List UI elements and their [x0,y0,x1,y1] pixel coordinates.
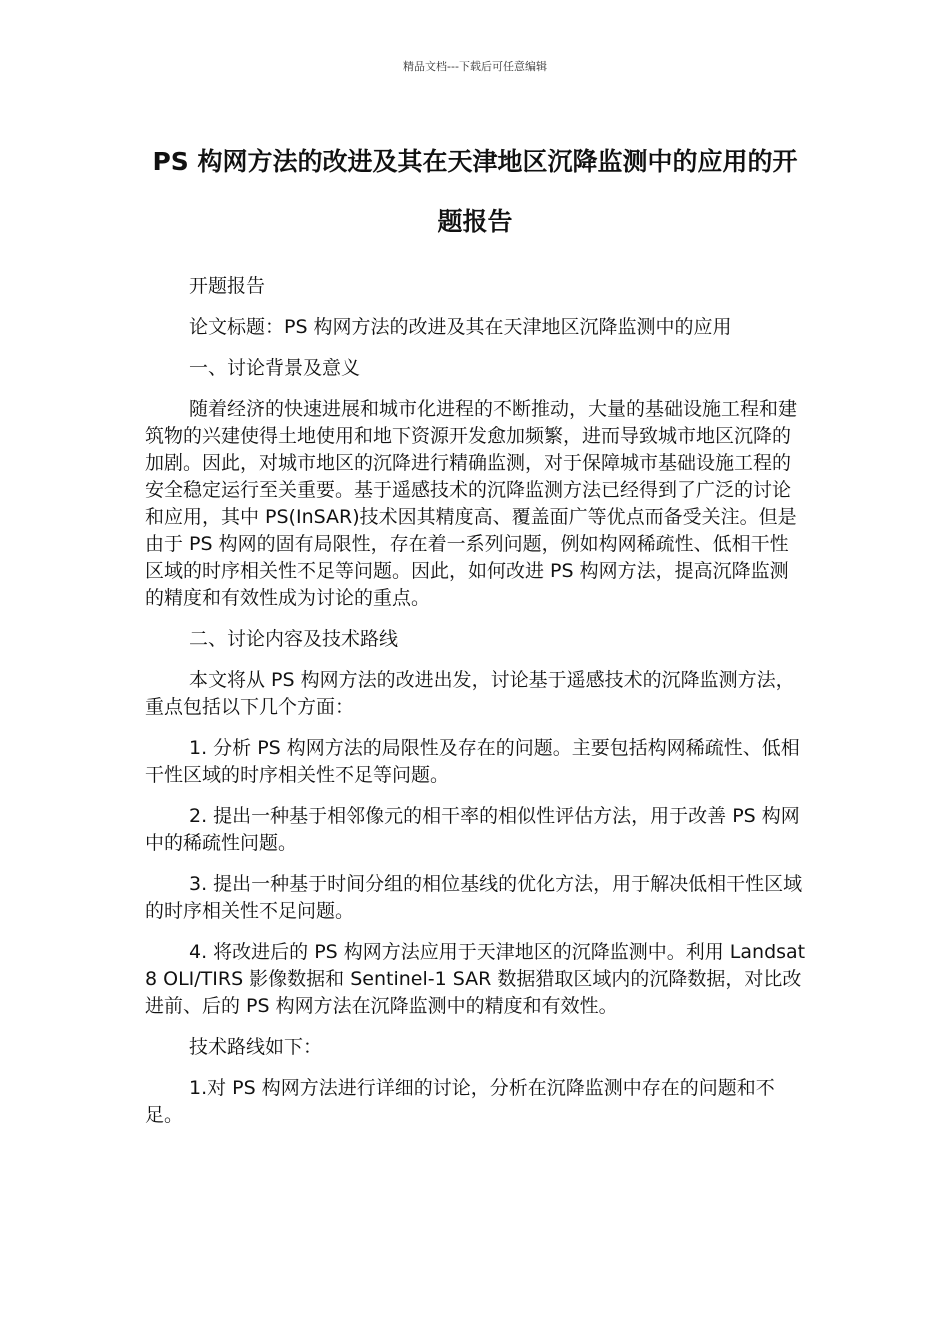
section-heading-content: 二、讨论内容及技术路线 [189,628,399,650]
list-item-3: 3. 提出一种基于时间分组的相位基线的优化方法，用于解决低相干性区域的时序相关性不足问题。 [145,873,803,922]
document-title: PS 构网方法的改进及其在天津地区沉降监测中的应用的开题报告 [152,147,798,236]
paragraph-background: 随着经济的快速进展和城市化进程的不断推动，大量的基础设施工程和建筑物的兴建使得土地使用和地下资源开发愈加频繁，进而导致城市地区沉降的加剧。因此，对城市地区的沉降进行精确监测，对于保障城市基础设施工程的安全稳定运行至关重要。基于遥感技术的沉降监测方法已经得到了广泛的讨论和应用，其中 PS(InSAR)技术因其精度高、覆盖面广等优点而备受关注。但是由于 PS 构网的固有局限性，存在着一系列问题，例如构网稀疏性、低相干性区域的时序相关性不足等问题。因此，如何改进 PS 构网方法，提高沉降监测的精度和有效性成为讨论的重点。 [145,398,798,609]
paragraph-thesis-title: 论文标题：PS 构网方法的改进及其在天津地区沉降监测中的应用 [189,316,732,338]
document-body [145,273,807,1143]
paragraph-content-intro: 本文将从 PS 构网方法的改进出发，讨论基于遥感技术的沉降监测方法，重点包括以下几个方面： [145,669,795,718]
list-item-1: 1. 分析 PS 构网方法的局限性及存在的问题。主要包括构网稀疏性、低相干性区域的时序相关性不足等问题。 [145,737,800,786]
paragraph-report-label: 开题报告 [189,275,266,297]
tech-route-item-1: 1.对 PS 构网方法进行详细的讨论，分析在沉降监测中存在的问题和不足。 [145,1077,775,1126]
paragraph-tech-route-label: 技术路线如下： [189,1036,323,1058]
header-note: 精品文档---下载后可任意编辑 [403,60,547,73]
list-item-2: 2. 提出一种基于相邻像元的相干率的相似性评估方法，用于改善 PS 构网中的稀疏性问题。 [145,805,800,854]
section-heading-background: 一、讨论背景及意义 [189,357,361,379]
list-item-4: 4. 将改进后的 PS 构网方法应用于天津地区的沉降监测中。利用 Landsat 8 OLI/TIRS 影像数据和 Sentinel-1 SAR 数据猎取区域内的沉降数据，对比改进前、后的 PS 构网方法在沉降监测中的精度和有效性。 [145,941,806,1017]
